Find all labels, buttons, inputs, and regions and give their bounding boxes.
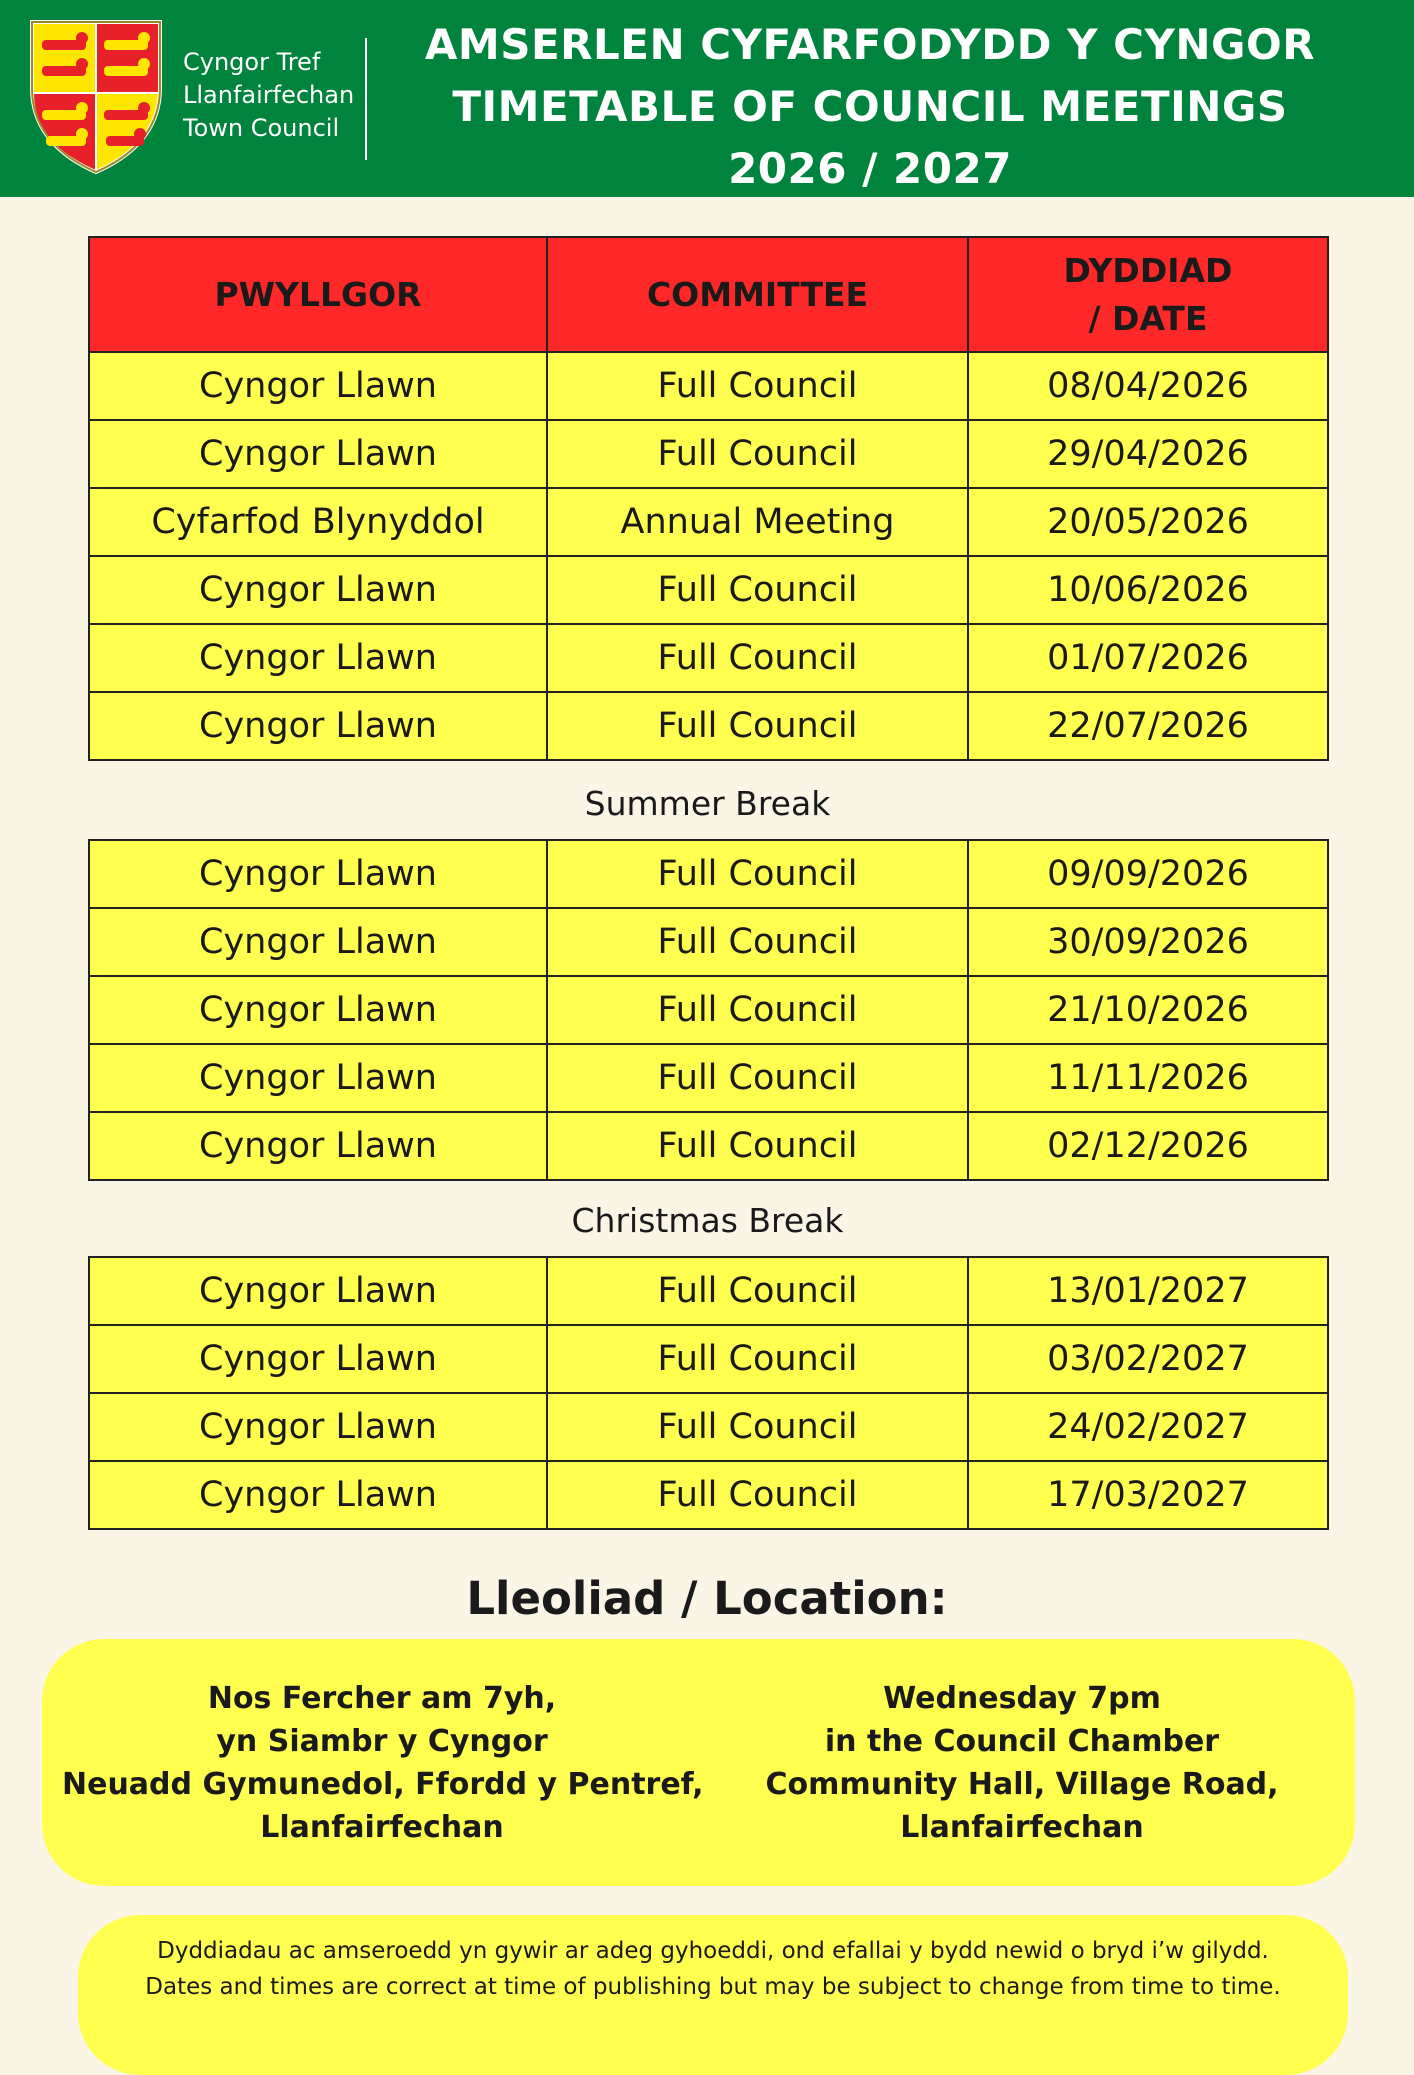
disclaimer-text [78, 1933, 1348, 2005]
cell-date: 03/02/2027 [968, 1325, 1328, 1393]
location-heading: Lleoliad / Location: [466, 1572, 948, 1625]
cell-date: 02/12/2026 [968, 1112, 1328, 1180]
location-welsh-line: yn Siambr y Cyngor [216, 1724, 548, 1759]
meetings-table-spring-summer [88, 236, 1329, 761]
table-row [89, 908, 1328, 976]
organisation-name [183, 46, 363, 145]
cell-pwyllgor: Cyngor Llawn [89, 1461, 547, 1529]
organisation-name-line: Llanfairfechan [183, 81, 355, 109]
disclaimer-panel [78, 1915, 1348, 2075]
cell-date: 10/06/2026 [968, 556, 1328, 624]
cell-date: 08/04/2026 [968, 352, 1328, 420]
table-row [89, 488, 1328, 556]
page-title [400, 14, 1340, 200]
cell-date: 22/07/2026 [968, 692, 1328, 760]
cell-committee: Full Council [547, 556, 968, 624]
location-english-line: Llanfairfechan [900, 1810, 1144, 1845]
table-row [89, 1257, 1328, 1325]
table-row [89, 1461, 1328, 1529]
organisation-name-line: Cyngor Tref [183, 48, 321, 76]
cell-committee: Full Council [547, 976, 968, 1044]
table-row [89, 692, 1328, 760]
cell-committee: Full Council [547, 840, 968, 908]
cell-committee: Full Council [547, 692, 968, 760]
cell-committee: Full Council [547, 1393, 968, 1461]
cell-committee: Full Council [547, 1257, 968, 1325]
cell-date: 20/05/2026 [968, 488, 1328, 556]
cell-committee: Annual Meeting [547, 488, 968, 556]
town-crest-logo [28, 18, 164, 176]
table-row [89, 1325, 1328, 1393]
cell-committee: Full Council [547, 1044, 968, 1112]
cell-date: 29/04/2026 [968, 420, 1328, 488]
location-english-line: in the Council Chamber [824, 1724, 1220, 1759]
cell-date: 30/09/2026 [968, 908, 1328, 976]
header-date [968, 237, 1328, 352]
header-divider [365, 38, 367, 160]
cell-pwyllgor: Cyngor Llawn [89, 420, 547, 488]
title-line-welsh: AMSERLEN CYFARFODYDD Y CYNGOR [424, 20, 1316, 69]
table-row [89, 976, 1328, 1044]
table-row [89, 840, 1328, 908]
header-pwyllgor: PWYLLGOR [89, 237, 547, 352]
table-header-row [89, 237, 1328, 352]
location-welsh-line: Neuadd Gymunedol, Ffordd y Pentref, [62, 1767, 704, 1802]
meetings-table-winter [88, 1256, 1329, 1530]
cell-committee: Full Council [547, 1461, 968, 1529]
cell-pwyllgor: Cyngor Llawn [89, 1325, 547, 1393]
location-english-line: Wednesday 7pm [883, 1681, 1161, 1716]
cell-pwyllgor: Cyngor Llawn [89, 1393, 547, 1461]
summer-break-label: Summer Break [584, 784, 831, 823]
location-welsh-line: Llanfairfechan [260, 1810, 504, 1845]
location-panel [42, 1639, 1355, 1886]
cell-date: 09/09/2026 [968, 840, 1328, 908]
header-date-english: / DATE [1088, 298, 1208, 338]
cell-pwyllgor: Cyngor Llawn [89, 1257, 547, 1325]
header-committee: COMMITTEE [547, 237, 968, 352]
cell-committee: Full Council [547, 420, 968, 488]
table-row [89, 556, 1328, 624]
cell-committee: Full Council [547, 624, 968, 692]
location-welsh [62, 1677, 702, 1849]
location-english [712, 1677, 1332, 1849]
christmas-break-label: Christmas Break [571, 1201, 844, 1240]
cell-date: 11/11/2026 [968, 1044, 1328, 1112]
table-row [89, 420, 1328, 488]
cell-pwyllgor: Cyngor Llawn [89, 692, 547, 760]
page-header [0, 0, 1414, 197]
cell-committee: Full Council [547, 352, 968, 420]
cell-date: 17/03/2027 [968, 1461, 1328, 1529]
table-row [89, 1393, 1328, 1461]
location-english-line: Community Hall, Village Road, [765, 1767, 1279, 1802]
cell-pwyllgor: Cyngor Llawn [89, 352, 547, 420]
cell-pwyllgor: Cyngor Llawn [89, 1044, 547, 1112]
table-row [89, 624, 1328, 692]
table-row [89, 352, 1328, 420]
cell-pwyllgor: Cyngor Llawn [89, 976, 547, 1044]
disclaimer-english: Dates and times are correct at time of publishing but may be subject to change from time to time. [145, 1974, 1281, 2000]
meetings-table-autumn [88, 839, 1329, 1181]
cell-date: 24/02/2027 [968, 1393, 1328, 1461]
cell-committee: Full Council [547, 1325, 968, 1393]
table-row [89, 1112, 1328, 1180]
cell-pwyllgor: Cyngor Llawn [89, 556, 547, 624]
disclaimer-welsh: Dyddiadau ac amseroedd yn gywir ar adeg gyhoeddi, ond efallai y bydd newid o bryd i’w gilydd. [157, 1938, 1269, 1964]
cell-pwyllgor: Cyngor Llawn [89, 624, 547, 692]
cell-committee: Full Council [547, 1112, 968, 1180]
cell-date: 13/01/2027 [968, 1257, 1328, 1325]
table-row [89, 1044, 1328, 1112]
title-line-year: 2026 / 2027 [728, 144, 1012, 193]
location-welsh-line: Nos Fercher am 7yh, [207, 1681, 557, 1716]
cell-pwyllgor: Cyngor Llawn [89, 908, 547, 976]
cell-date: 21/10/2026 [968, 976, 1328, 1044]
cell-date: 01/07/2026 [968, 624, 1328, 692]
cell-pwyllgor: Cyngor Llawn [89, 840, 547, 908]
cell-committee: Full Council [547, 908, 968, 976]
title-line-english: TIMETABLE OF COUNCIL MEETINGS [452, 82, 1288, 131]
cell-pwyllgor: Cyngor Llawn [89, 1112, 547, 1180]
header-date-welsh: DYDDIAD [1063, 250, 1233, 290]
organisation-name-line: Town Council [183, 114, 340, 142]
cell-pwyllgor: Cyfarfod Blynyddol [89, 488, 547, 556]
